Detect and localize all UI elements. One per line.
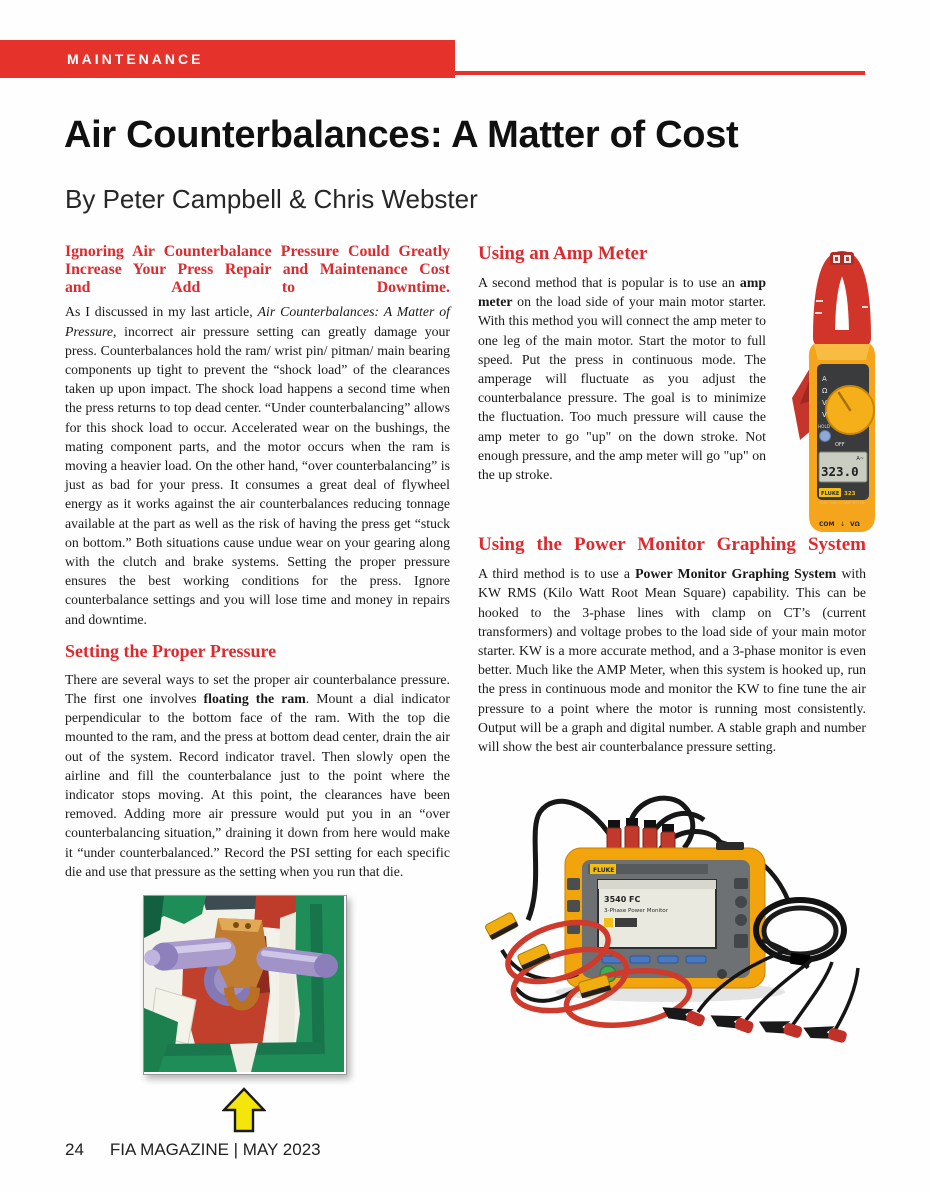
page-number: 24 — [65, 1140, 84, 1159]
article-title: Air Counterbalances: A Matter of Cost — [64, 114, 739, 156]
clamp-model-label: 323 — [844, 491, 856, 497]
power-monitor-device — [565, 842, 765, 988]
svg-text:V: V — [822, 411, 827, 419]
svg-text:A: A — [822, 375, 827, 383]
amp-paragraph-bold: amp meter — [478, 275, 766, 310]
right-column — [478, 243, 866, 1062]
svg-text:V: V — [822, 399, 827, 407]
power-heading: Using the Power Monitor Graphing System — [478, 534, 866, 556]
power-monitor-screen-desc: 3-Phase Power Monitor — [604, 908, 669, 915]
clamp-volt-label: VΩ — [850, 521, 860, 528]
power-monitor-alligator-clips — [659, 998, 848, 1047]
setting-paragraph-lead: There are several ways to set the proper air counterbalance pressure. The first one involves — [65, 671, 450, 707]
setting-paragraph — [65, 670, 450, 881]
amp-paragraph-rest: on the load side of your main motor starter. With this method you will connect the amp meter to one leg of the main motor. Start the motor to full speed. Put the press in continuous mode. The amperage will fluctuate as you adjust the counterbalance pressure. The goal is to minimize the fluctuation. Too much pressure will cause the amp meter to go "up" on the down stroke. Not enough pressure, and the amp meter will go "up" on the up stroke. — [478, 294, 766, 483]
magazine-footer-line: FIA MAGAZINE | MAY 2023 — [109, 1140, 321, 1159]
clamp-off-label: OFF — [835, 442, 845, 448]
clamp-type-label: TRUE RMS CLAMP METER — [819, 501, 865, 505]
up-arrow-icon — [222, 1087, 266, 1133]
page-footer — [65, 1140, 321, 1160]
power-monitor-photo — [470, 790, 890, 1062]
intro-heading-line-1: Ignoring Air Counterbalance Pressure Could Greatly — [65, 243, 450, 260]
clamp-display-value: 323.0 — [821, 464, 859, 479]
amp-paragraph-lead: A second method that is popular is to use an — [478, 275, 740, 290]
press-cutaway-figure — [143, 895, 347, 1075]
clamp-com-label: COM — [819, 521, 835, 528]
clamp-hold-label: HOLD — [818, 424, 831, 429]
power-monitor-brand-label: FLUKE — [593, 867, 615, 875]
intro-heading-line-2: Increase Your Press Repair and Maintenance Cost — [65, 260, 450, 278]
intro-paragraph — [65, 302, 450, 628]
press-counterbalance-cutaway-illustration — [144, 896, 344, 1072]
intro-paragraph-rest: , incorrect air pressure setting can greatly damage your press. Counterbalances hold the ram/ wrist pin/ pitman/ main bearing components up tight to prevent the “shock load” of the clearances taken up upon impact. The shock load happens a second time when the press returns to top dead center. “Under counterbalancing” allows for this shock load to occur. Accelerated wear on the bushings, the mating component parts, and the motor occurs when the ram is moving a heavier load. On the other hand, “over counterbalancing” is just as bad for your press. It consumes a great deal of flywheel energy as it works against the air counterbalances reducing tonnage available at the part as well as the risk of having the press get “stuck on bottom.” Both situations cause undue wear on your gearing along with the clutch and brake systems. Setting the proper pressure ensures the best working conditions for the press. Ignore counterbalance settings and you will lose time and money in repairs and downtime. — [65, 323, 450, 627]
intro-paragraph-italic: Air Counterbalances: A Matter of Pressure — [65, 304, 450, 339]
byline: By Peter Campbell & Chris Webster — [65, 184, 478, 214]
power-paragraph — [478, 564, 866, 756]
intro-heading — [65, 243, 450, 296]
power-paragraph-rest: with KW RMS (Kilo Watt Root Mean Square) capability. This can be hooked to the 3-phase lines with clamp on CT’s (current transformers) and voltage probes to the load side of your main motor starter. KW is a more accurate method, and a 3-phase monitor is even better. Much like the AMP Meter, when this system is hooked up, run the press in continuous mode and monitor the KW to fine tune the air pressure to a point where the motor is running most consistently. Output will be a graph and digital number. A stable graph and number will show the best air counterbalance pressure setting. — [478, 566, 866, 755]
left-column — [65, 243, 450, 1133]
power-paragraph-bold: Power Monitor Graphing System — [635, 566, 837, 582]
power-monitor-voltage-connectors — [607, 818, 675, 852]
section-banner — [0, 40, 455, 78]
banner-rule — [455, 71, 865, 75]
setting-paragraph-bold: floating the ram — [203, 691, 306, 707]
clamp-display-mode: A~ — [856, 456, 864, 462]
power-monitor-screen-model: 3540 FC — [604, 895, 641, 905]
amp-paragraph — [478, 273, 766, 484]
svg-text:↓: ↓ — [840, 521, 846, 528]
clamp-meter-photo — [792, 248, 892, 543]
svg-text:Ω: Ω — [822, 387, 828, 395]
intro-heading-line-3: and Add to Downtime. — [65, 278, 450, 296]
amp-heading: Using an Amp Meter — [478, 243, 648, 264]
setting-heading: Setting the Proper Pressure — [65, 640, 277, 661]
power-paragraph-lead: A third method is to use a — [478, 566, 636, 582]
intro-paragraph-lead: As I discussed in my last article, — [65, 304, 258, 320]
setting-paragraph-rest: . Mount a dial indicator perpendicular to the bottom face of the ram. With the top die mounted to the ram, and the press at bottom dead center, drain the air out of the system. Record indicator travel. Then slowly open the airline and fill the counterbalance just to the point where the indicator stops moving. At this point, the clearances have been removed. Adding more air pressure would put you in an “over counterbalancing situation,” draining it down from here would make it “under counterbalanced.” Record the PSI setting for each specific die and use that pressure as the setting when you run that die. — [65, 691, 450, 879]
clamp-brand-label: FLUKE — [821, 491, 840, 497]
section-banner-label: MAINTENANCE — [67, 51, 204, 67]
amp-section — [478, 273, 866, 528]
